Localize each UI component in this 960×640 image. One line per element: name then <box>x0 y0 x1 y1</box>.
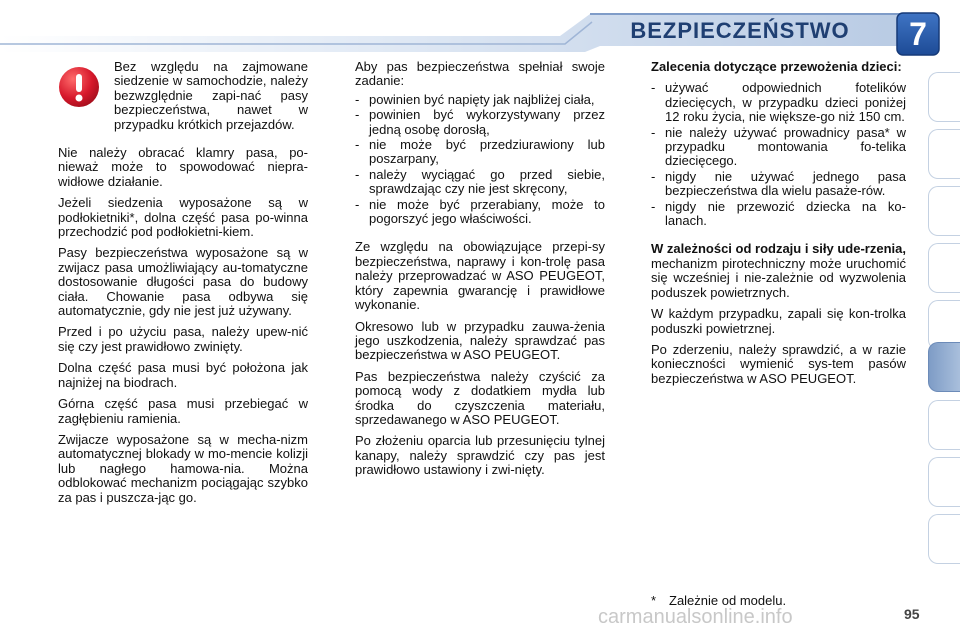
paragraph: W każdym przypadku, zapali się kon-trolka poduszki powietrznej. <box>651 306 906 336</box>
list-item: - używać odpowiednich fotelików dziecięcych, w przypadku dzieci poniżej 12 roku życia, nie większe-go niż 150 cm. <box>651 81 906 124</box>
chapter-tab-9[interactable] <box>928 457 960 507</box>
section-heading: Zalecenia dotyczące przewożenia dzieci: <box>651 59 902 74</box>
list-item: - nie może być przedziurawiony lub poszarpany, <box>355 138 605 167</box>
column-middle <box>355 60 605 485</box>
list-item: - powinien być wykorzystywany przez jedną osobę dorosłą, <box>355 108 605 137</box>
page-title: BEZPIECZEŃSTWO <box>630 18 850 43</box>
bold-lead: W zależności od rodzaju i siły ude-rzenia, <box>651 241 906 257</box>
chapter-tab-3[interactable] <box>928 186 960 236</box>
list-item: - nie należy używać prowadnicy pasa* w przypadku montowania fo-telika dziecięcego. <box>651 126 906 169</box>
paragraph: Po złożeniu oparcia lub przesunięciu tylnej kanapy, należy sprawdzić czy pas jest prawidłowo ustawiony i zwi-nięty. <box>355 433 605 478</box>
list-item: - powinien być napięty jak najbliżej ciała, <box>355 93 605 107</box>
list-item: - nigdy nie używać jednego pasa bezpieczeństwa dla wielu pasaże-rów. <box>651 170 906 199</box>
watermark: carmanualsonline.info <box>598 606 793 628</box>
column-right <box>651 60 906 393</box>
chapter-tab-8[interactable] <box>928 400 960 450</box>
chapter-tab-10[interactable] <box>928 514 960 564</box>
footnote-text: Zależnie od modelu. <box>669 593 787 608</box>
chapter-tab-7-active[interactable] <box>928 342 960 392</box>
paragraph: Nie należy obracać klamry pasa, po-nieważ może to spowodować niepra-widłowe działanie. <box>58 145 308 189</box>
chapter-tab-1[interactable] <box>928 72 960 122</box>
page-header <box>0 0 960 62</box>
page-number: 95 <box>904 606 920 622</box>
chapter-tab-2[interactable] <box>928 129 960 179</box>
column-left <box>58 60 308 512</box>
chapter-tabs <box>928 62 960 582</box>
child-transport-list <box>651 81 906 228</box>
warning-text: Bez względu na zajmowane siedzenie w samochodzie, należy bezwzględnie zapi-nać pasy bezpieczeństwa, nawet w przypadku krótkich przejazdów. <box>114 59 308 132</box>
paragraph: Pasy bezpieczeństwa wyposażone są w zwijacz pasa umożliwiający au-tomatyczne dostosowanie długości pasa do budowy ciała. Chowanie pasa odbywa się automatycznie, gdy nie jest już używany. <box>58 245 308 319</box>
list-item: - nigdy nie przewozić dziecka na ko-lanach. <box>651 200 906 229</box>
paragraph: Ze względu na obowiązujące przepi-sy bezpieczeństwa, naprawy i kon-trolę pasa należy przeprowadzać w ASO PEUGEOT, który zapewnia gwarancję i prawidłowe wykonanie. <box>355 239 605 313</box>
footnote-star: * <box>651 593 657 608</box>
chapter-tab-4[interactable] <box>928 243 960 293</box>
paragraph-rest: mechanizm pirotechniczny może uruchomić się wcześniej i nie-zależnie od wyzwolenia poduszek powietrznych. <box>651 255 906 300</box>
list-item: - nie może być przerabiany, może to pogorszyć jego właściwości. <box>355 198 605 227</box>
exclamation-icon <box>58 66 100 108</box>
paragraph: Górna część pasa musi przebiegać w zagłębieniu ramienia. <box>58 396 308 426</box>
chapter-number: 7 <box>909 16 927 52</box>
paragraph: Jeżeli siedzenia wyposażone są w podłokietniki*, dolna część pasa po-winna przechodzić pod podłokietni-kiem. <box>58 195 308 240</box>
list-item: - należy wyciągać go przed siebie, sprawdzając czy nie jest skręcony, <box>355 168 605 197</box>
paragraph: Po zderzeniu, należy sprawdzić, a w razie konieczności wymienić sys-tem pasów bezpieczeństwa w ASO PEUGEOT. <box>651 341 906 386</box>
list-intro: Aby pas bezpieczeństwa spełniał swoje zadanie: <box>355 59 605 89</box>
warning-block <box>58 60 308 140</box>
paragraph: Okresowo lub w przypadku zauwa-żenia jego uszkodzenia, należy sprawdzać pas bezpieczeństwa w ASO PEUGEOT. <box>355 318 605 363</box>
paragraph: Pas bezpieczeństwa należy czyścić za pomocą wody z dodatkiem mydła lub środka do czyszczenia materiału, sprzedawanego w ASO PEUGEOT. <box>355 368 605 427</box>
paragraph: Zwijacze wyposażone są w mecha-nizm automatycznej blokady w mo-mencie kolizji lub nagłego hamowa-nia. Można odblokować mechanizm pociągając szybko za pas i puszcza-jąc go. <box>58 431 308 505</box>
belt-requirements-list <box>355 93 605 227</box>
pyrotechnic-paragraph <box>651 242 906 300</box>
paragraph: Dolna część pasa musi być położona jak najniżej na biodrach. <box>58 360 308 390</box>
paragraph: Przed i po użyciu pasa, należy upew-nić się czy jest prawidłowo zwinięty. <box>58 324 308 354</box>
